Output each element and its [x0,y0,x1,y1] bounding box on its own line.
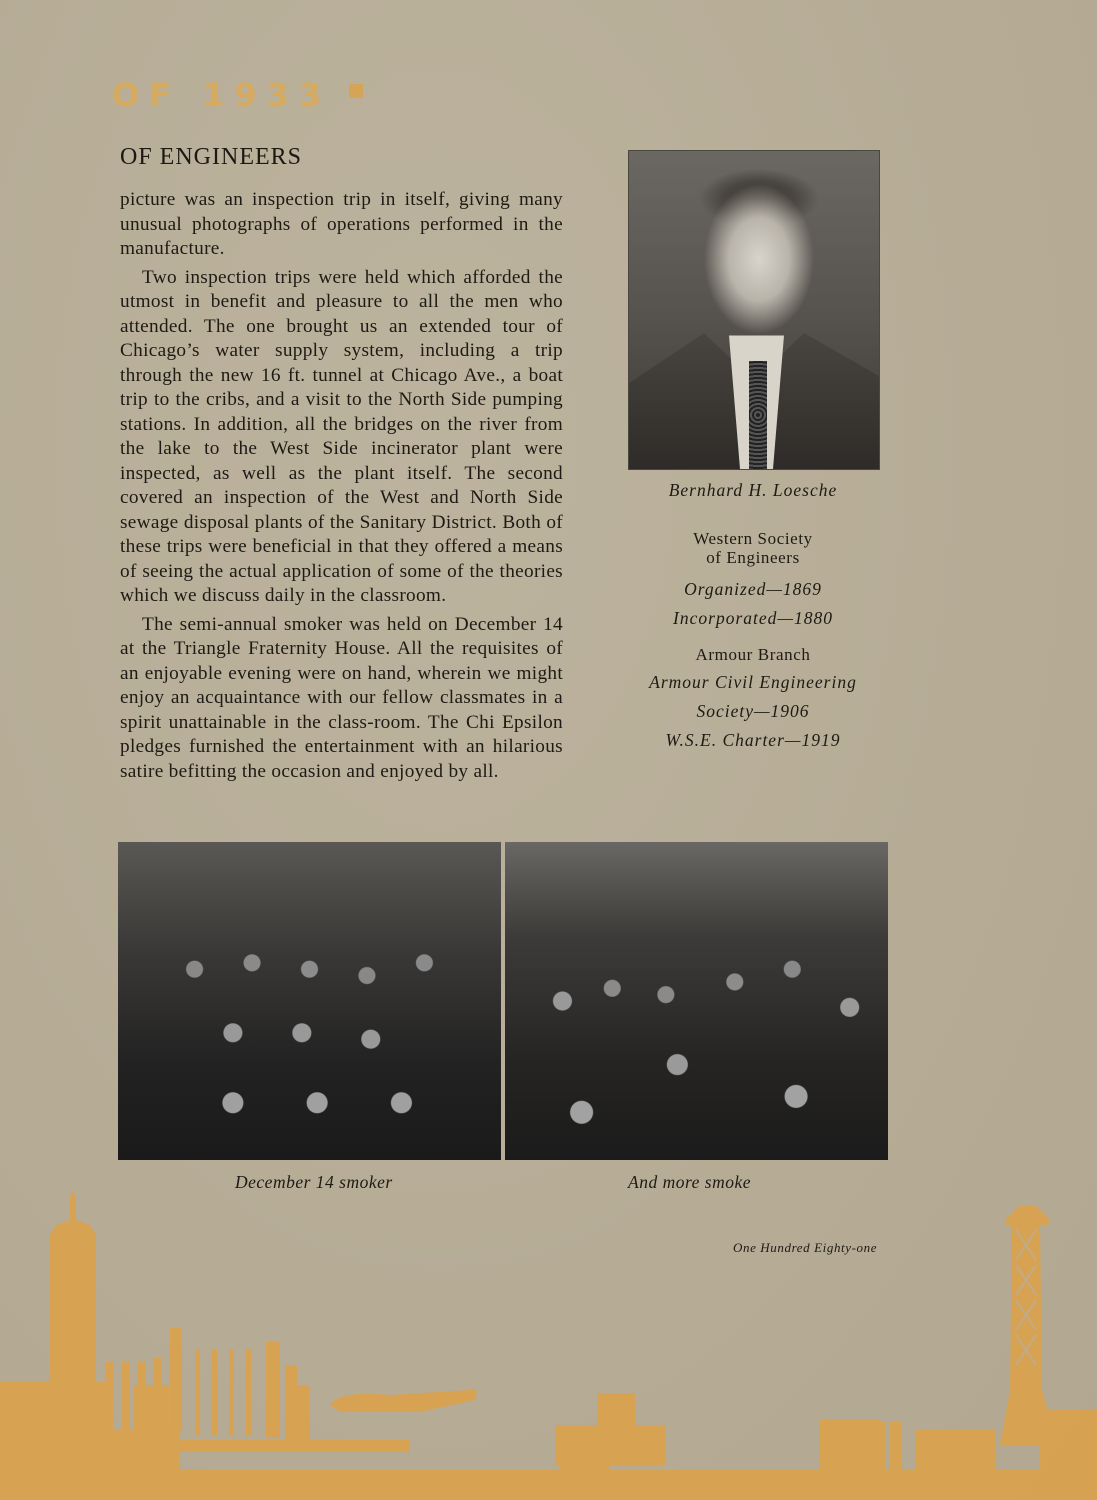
portrait-caption: Bernhard H. Loesche [668,480,838,500]
charter-date: W.S.E. Charter—1919 [665,730,841,750]
skyline-column [105,1362,113,1432]
skyline-column [122,1362,130,1432]
society-name-line1: Armour Civil Engineering [649,672,857,692]
skyline-column [266,1342,280,1438]
photo-caption-left: December 14 smoker [235,1172,393,1192]
skyline-column [170,1328,182,1432]
running-head [112,76,363,114]
branch-name: Armour Branch [695,645,811,664]
skyline-column [134,1385,169,1445]
skyline-right-hall [875,1422,885,1470]
skyline-column [212,1350,217,1435]
incorporated-date: Incorporated—1880 [673,608,833,628]
section-title: OF ENGINEERS [120,144,303,170]
skyline-right-hall [890,1422,902,1470]
skyline-column [295,1385,310,1445]
skyline-plaza [180,1440,410,1452]
portrait-tie [749,361,767,469]
paragraph: picture was an inspection trip in itself, giving many unusual photographs of operations performed in the manufacture. [120,189,563,259]
paragraph: Two inspection trips were held which afforded the utmost in benefit and pleasure to all the men who attended. The one brought us an extended tour of Chicago’s water supply system, including a trip through the new 16 ft. tunnel at Chicago Ave., a boat trip to the cribs, and a visit to the North Side pumping stations. In addition, all the bridges on the river from the lake to the West Side incinerator plant were inspected, as well as the plant itself. The second covered an inspection of the West and North Side sewage disposal plants of the Sanitary District. Both of these trips were beneficial in that they offered a means of seeing the actual application of some of the theories which we discuss daily in the classroom. [120,266,563,606]
org-name-line2: of Engineers [706,548,800,567]
skyline-center-left [560,1450,610,1470]
photo-caption-right: And more smoke [628,1172,751,1192]
skyline-illustration [0,1100,1097,1500]
square-ornament-icon [349,84,363,98]
skyline-ride [330,1389,477,1412]
page-number: One Hundred Eighty-one [733,1240,878,1255]
society-sidebar [628,478,878,751]
skyline-column [229,1350,234,1435]
org-name-line1: Western Society [693,529,813,548]
skyline-right-hall [915,1430,995,1470]
running-head-text: OF 1933 [112,76,332,114]
paragraph: The semi-annual smoker was held on December 14 at the Triangle Fraternity House. All the requisites of an enjoyable evening were on hand, wherein we might enjoy an acquaintance with our fellow classmates in a spirit unattainable in the class-room. The Chi Epsilon pledges furnished the entertainment with an hilarious satire befitting the occasion and enjoyed by all. [120,613,563,782]
society-name-line2: Society—1906 [696,701,810,721]
skyline-ground [0,1470,1097,1500]
skyline-column [195,1350,200,1435]
portrait-photo [628,150,880,470]
skyline-column [246,1350,251,1435]
skyline-right-hall [820,1420,880,1470]
skyline-right-wing [1045,1410,1097,1450]
organized-date: Organized—1869 [684,579,822,599]
article-body [120,188,563,784]
